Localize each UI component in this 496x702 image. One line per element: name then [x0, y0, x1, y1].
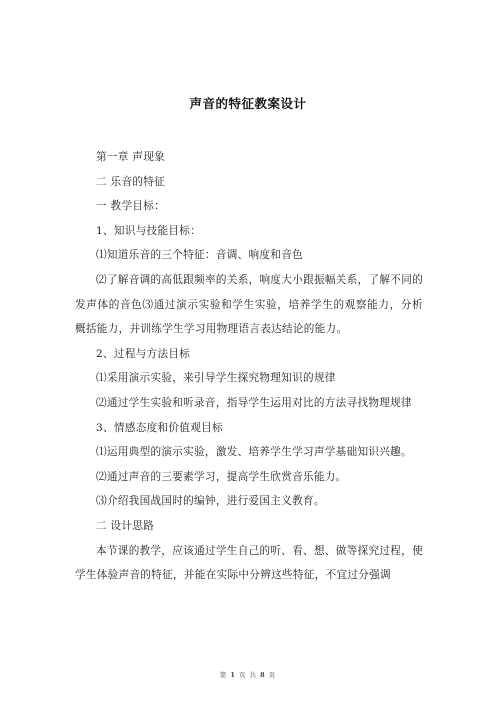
- paragraph-heading-design: 二 设计思路: [96, 519, 155, 532]
- paragraph-chapter: 第一章 声现象: [96, 151, 166, 163]
- paragraph-goal-1-item-2: ⑵了解音调的高低跟频率的关系，响度大小跟振幅关系，了解不同的发声体的音色⑶通过演示实验和学生实验，培养学生的观察能力，分析概括能力，并训练学生学习用物理语言表达结论的能力。: [75, 273, 423, 336]
- document-title: 声音的特征教案设计: [189, 96, 307, 111]
- document-body: [75, 145, 423, 588]
- paragraph-goal-3-item-3: ⑶介绍我国战国时的编钟，进行爱国主义教育。: [96, 495, 325, 508]
- paragraph-goal-2-item-2: ⑵通过学生实验和听录音，指导学生运用对比的方法寻找物理规律: [96, 396, 412, 409]
- paragraph-goal-1: 1、知识与技能目标：: [96, 224, 202, 237]
- footer-prefix: 第: [219, 671, 228, 679]
- paragraph-goal-3-item-1: ⑴运用典型的演示实验，激发、培养学生学习声学基础知识兴趣。: [96, 446, 412, 459]
- paragraph-section: 二 乐音的特征: [96, 175, 166, 188]
- page-footer: [0, 670, 496, 679]
- footer-total-pages: 8: [260, 671, 266, 679]
- paragraph-design-text: 本节课的教学，应该通过学生自己的听、看、想、做等探究过程，使学生体验声音的特征，并能在实际中分辨这些特征，不宜过分强调: [75, 544, 423, 582]
- paragraph-goal-3-item-2: ⑵通过声音的三要素学习，提高学生欣赏音乐能力。: [96, 470, 347, 483]
- footer-current-page: 1: [230, 671, 236, 679]
- paragraph-goal-2-item-1: ⑴采用演示实验，来引导学生探究物理知识的规律: [96, 372, 336, 385]
- footer-suffix: 页: [268, 671, 277, 679]
- footer-middle: 页 共: [238, 671, 258, 679]
- paragraph-heading-goals: 一 教学目标：: [96, 200, 166, 213]
- paragraph-goal-2: 2、过程与方法目标: [96, 347, 191, 360]
- paragraph-goal-1-item-1: ⑴知道乐音的三个特征：音调、响度和音色: [96, 249, 303, 262]
- paragraph-goal-3: 3、情感态度和价值观目标: [96, 421, 223, 434]
